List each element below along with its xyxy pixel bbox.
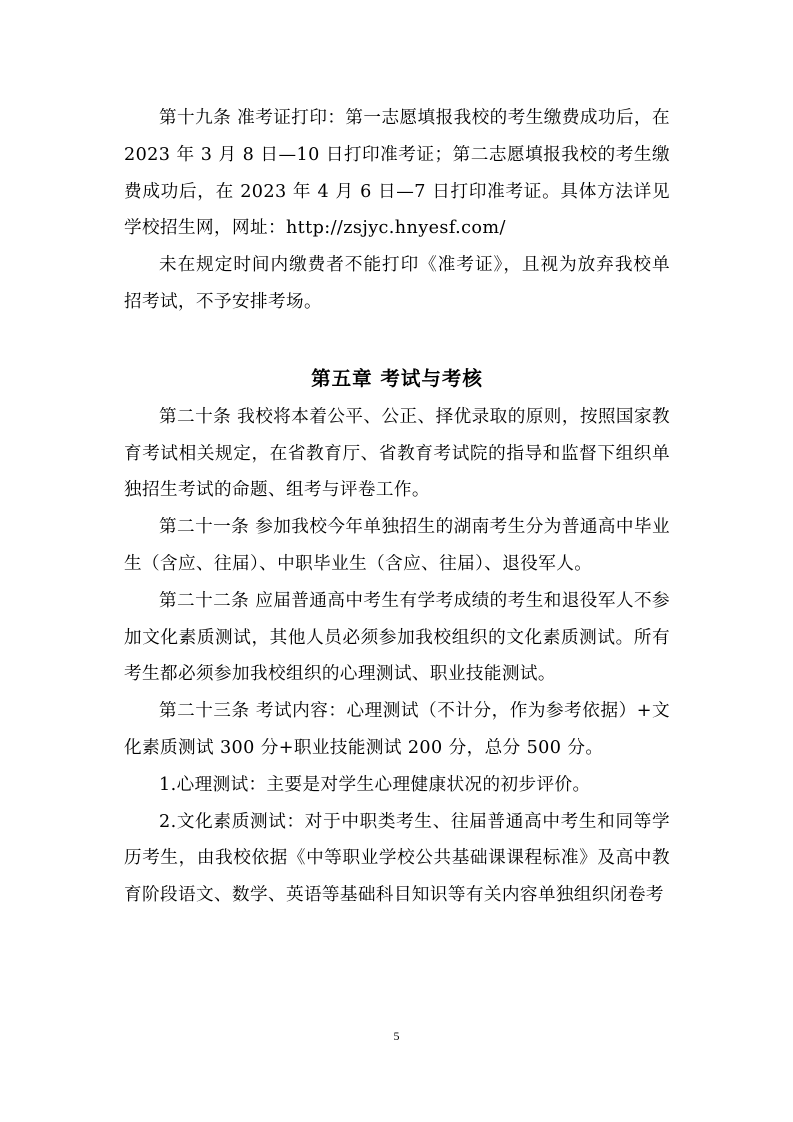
article-19-paragraph: 第十九条 准考证打印：第一志愿填报我校的考生缴费成功后，在 2023 年 3 月 8 日—10 日打印准考证；第二志愿填报我校的考生缴费成功后，在 2023 年 4 月 6 日—7 日打印准考证。具体方法详见学校招生网，网址：http://zsjyc.hnyesf.com/ <box>124 108 670 239</box>
article-20-paragraph: 第二十条 我校将本着公平、公正、择优录取的原则，按照国家教育考试相关规定，在省教育厅、省教育考试院的指导和监督下组织单独招生考试的命题、组考与评卷工作。 <box>124 406 670 501</box>
article-21-paragraph: 第二十一条 参加我校今年单独招生的湖南考生分为普通高中毕业生（含应、往届）、中职毕业生（含应、往届）、退役军人。 <box>124 517 670 574</box>
culture-test-paragraph: 2.文化素质测试：对于中职类考生、往届普通高中考生和同等学历考生，由我校依据《中等职业学校公共基础课课程标准》及高中教育阶段语文、数学、英语等基础科目知识等有关内容单独组织闭卷考 <box>124 811 670 906</box>
page-content <box>124 100 670 914</box>
page-number: 5 <box>393 1029 400 1043</box>
article-22-paragraph: 第二十二条 应届普通高中考生有学考成绩的考生和退役军人不参加文化素质测试，其他人员必须参加我校组织的文化素质测试。所有考生都必须参加我校组织的心理测试、职业技能测试。 <box>124 590 670 685</box>
chapter-title: 第五章 考试与考核 <box>311 366 483 390</box>
article-23-paragraph: 第二十三条 考试内容：心理测试（不计分，作为参考依据）+文化素质测试 300 分+职业技能测试 200 分，总分 500 分。 <box>124 701 670 758</box>
section-spacer <box>124 321 670 359</box>
payment-deadline-paragraph: 未在规定时间内缴费者不能打印《准考证》，且视为放弃我校单招考试，不予安排考场。 <box>124 255 670 312</box>
psych-test-paragraph: 1.心理测试：主要是对学生心理健康状况的初步评价。 <box>159 774 591 795</box>
